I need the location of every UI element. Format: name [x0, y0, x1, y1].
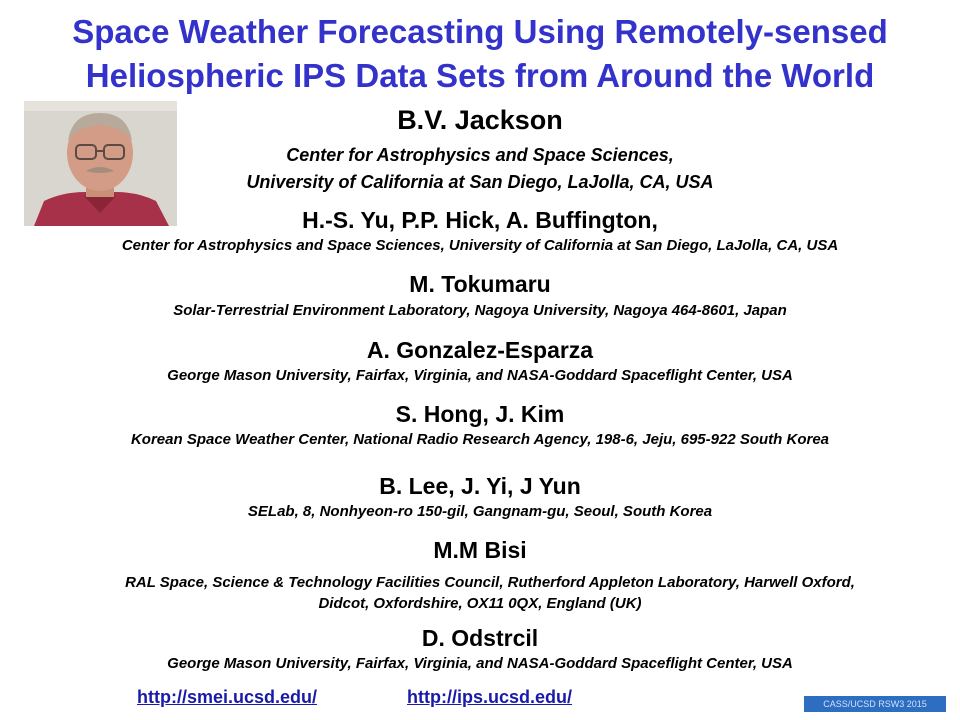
title-line-2: Heliospheric IPS Data Sets from Around the World	[85, 57, 875, 94]
author-names: M.M Bisi	[433, 537, 527, 563]
author-affiliation: SELab, 8, Nonhyeon-ro 150-gil, Gangnam-gu, Seoul, South Korea	[247, 503, 713, 520]
footer-badge: CASS/UCSD RSW3 2015	[804, 696, 946, 712]
author-affiliation-line-2: Didcot, Oxfordshire, OX11 0QX, England (UK)	[318, 595, 642, 612]
author-names: D. Odstrcil	[421, 625, 539, 651]
author-affiliation-line-1: RAL Space, Science & Technology Facilities Council, Rutherford Appleton Laboratory, Harwell Oxford,	[125, 574, 855, 591]
title-line-1: Space Weather Forecasting Using Remotely-sensed	[72, 13, 888, 50]
author-names: M. Tokumaru	[409, 271, 551, 297]
primary-author-name: B.V. Jackson	[397, 105, 563, 135]
primary-author-affiliation-line-1: Center for Astrophysics and Space Sciences,	[286, 145, 674, 165]
ips-link[interactable]: http://ips.ucsd.edu/	[407, 687, 572, 707]
author-names: A. Gonzalez-Esparza	[366, 337, 594, 363]
author-affiliation: George Mason University, Fairfax, Virginia, and NASA-Goddard Spaceflight Center, USA	[167, 367, 793, 384]
author-affiliation: Korean Space Weather Center, National Radio Research Agency, 198-6, Jeju, 695-922 South Korea	[130, 431, 830, 448]
author-affiliation: Solar-Terrestrial Environment Laboratory, Nagoya University, Nagoya 464-8601, Japan	[173, 302, 787, 319]
author-names: S. Hong, J. Kim	[395, 401, 565, 427]
primary-author-affiliation-line-2: University of California at San Diego, LaJolla, CA, USA	[246, 172, 714, 192]
author-names: H.-S. Yu, P.P. Hick, A. Buffington,	[302, 207, 658, 233]
smei-link[interactable]: http://smei.ucsd.edu/	[137, 687, 318, 707]
author-affiliation: George Mason University, Fairfax, Virginia, and NASA-Goddard Spaceflight Center, USA	[167, 655, 793, 672]
author-names: B. Lee, J. Yi, J Yun	[379, 473, 581, 499]
author-affiliation: Center for Astrophysics and Space Sciences, University of California at San Diego, LaJolla, CA, USA	[121, 237, 839, 254]
